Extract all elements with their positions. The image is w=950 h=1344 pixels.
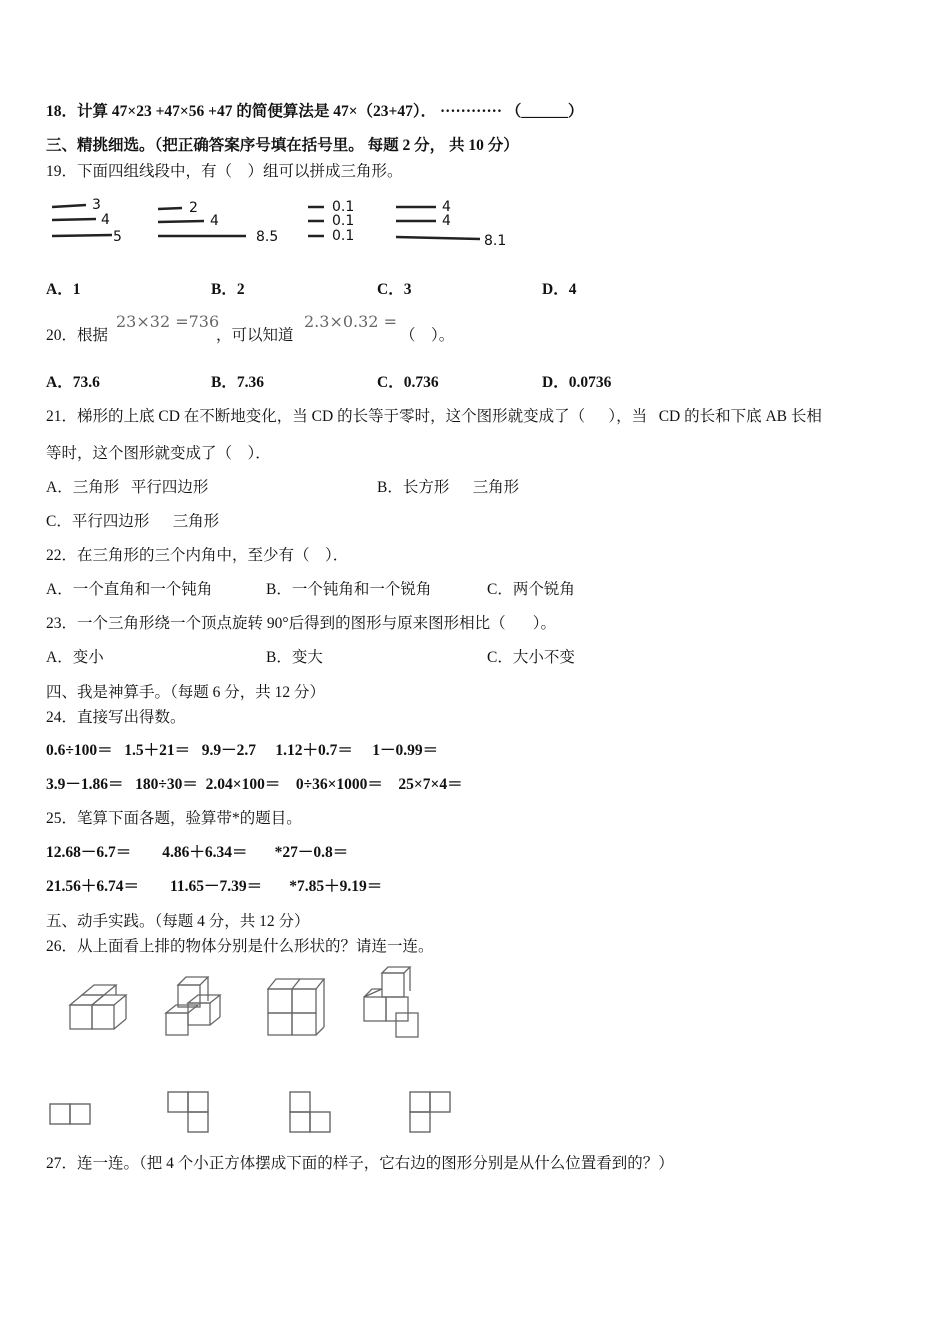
q19-stem: 19．下面四组线段中，有（ ）组可以拼成三角形。: [46, 163, 403, 180]
q22-option-c[interactable]: C．两个锐角: [487, 581, 575, 598]
group4-label-b: 4: [442, 213, 451, 229]
top-view-4: [410, 1092, 450, 1132]
q20-formula-1: 23×32 =736: [116, 312, 220, 331]
group3-label-b: 0.1: [332, 213, 355, 229]
segment-group-4: [396, 207, 480, 239]
q22-option-b[interactable]: B．一个钝角和一个锐角: [266, 581, 432, 598]
top-view-3: [290, 1092, 330, 1132]
q25-row-2: 21.56＋6.74＝ 11.65－7.39＝ *7.85＋9.19＝: [46, 878, 383, 895]
q19-option-c[interactable]: C．3: [377, 281, 412, 298]
group1-label-a: 3: [92, 197, 101, 213]
section-5-title: 五、动手实践。（每题 4 分，共 12 分）: [46, 913, 310, 930]
q20-option-c[interactable]: C．0.736: [377, 374, 439, 391]
group4-label-c: 8.1: [484, 233, 507, 249]
segment-group-2: [158, 208, 246, 236]
q21-line-1: 21．梯形的上底 CD 在不断地变化，当 CD 的长等于零时，这个图形就变成了（ ），当 CD 的长和下底 AB 长相: [46, 408, 822, 425]
q23-option-b[interactable]: B．变大: [266, 649, 323, 666]
q21-option-c[interactable]: C．平行四边形 三角形: [46, 513, 220, 530]
q19-option-b[interactable]: B．2: [211, 281, 245, 298]
q20-option-a[interactable]: A．73.6: [46, 374, 100, 391]
q18-text: 18．计算 47×23 +47×56 +47 的简便算法是 47×（23+47）． ············ （______）: [46, 103, 584, 120]
q21-line-2: 等时，这个图形就变成了（ ）．: [46, 445, 271, 462]
group1-label-b: 4: [101, 212, 110, 228]
q20-option-b[interactable]: B．7.36: [211, 374, 264, 391]
group3-label-c: 0.1: [332, 228, 355, 244]
cube-figure-3: [268, 979, 324, 1035]
top-view-2: [168, 1092, 208, 1132]
section-4-title: 四、我是神算手。（每题 6 分，共 12 分）: [46, 684, 326, 701]
cube-figure-2: [166, 977, 220, 1035]
q21-option-a[interactable]: A．三角形 平行四边形: [46, 479, 209, 496]
section-3-title: 三、精挑细选。（把正确答案序号填在括号里。 每题 2 分， 共 10 分）: [46, 137, 519, 154]
q25-row-1: 12.68－6.7＝ 4.86＋6.34＝ *27－0.8＝: [46, 844, 349, 861]
q20-formula-2: 2.3×0.32 =: [304, 312, 397, 331]
q21-option-b[interactable]: B．长方形 三角形: [377, 479, 520, 496]
q24-row-2: 3.9－1.86＝ 180÷30＝ 2.04×100＝ 0÷36×1000＝ 25×7×4＝: [46, 776, 463, 793]
group2-label-b: 4: [210, 213, 219, 229]
q26-stem: 26．从上面看上排的物体分别是什么形状的？请连一连。: [46, 938, 434, 955]
group2-label-a: 2: [189, 200, 198, 216]
cube-figure-1: [70, 985, 126, 1029]
q19-option-a[interactable]: A．1: [46, 281, 81, 298]
q20-middle: ，可以知道: [216, 327, 294, 344]
q19-segment-groups: [46, 190, 516, 252]
q22-option-a[interactable]: A．一个直角和一个钝角: [46, 581, 213, 598]
group1-label-c: 5: [113, 229, 122, 245]
top-view-1: [50, 1104, 90, 1124]
segment-group-3: [308, 207, 324, 236]
group3-label-a: 0.1: [332, 199, 355, 215]
cube-figure-4: [364, 967, 418, 1037]
q19-option-d[interactable]: D．4: [542, 281, 577, 298]
q25-stem: 25．笔算下面各题，验算带*的题目。: [46, 810, 302, 827]
q23-stem: 23．一个三角形绕一个顶点旋转 90°后得到的图形与原来图形相比（ ）。: [46, 615, 556, 632]
q23-option-c[interactable]: C．大小不变: [487, 649, 575, 666]
q22-stem: 22．在三角形的三个内角中，至少有（ ）．: [46, 547, 349, 564]
group4-label-a: 4: [442, 199, 451, 215]
q23-option-a[interactable]: A．变小: [46, 649, 104, 666]
q24-row-1: 0.6÷100＝ 1.5＋21＝ 9.9－2.7 1.12＋0.7＝ 1－0.99＝: [46, 742, 439, 759]
q20-answer-blank: （ ）。: [400, 327, 455, 344]
q26-cube-figures: [60, 965, 440, 1045]
q27-stem: 27．连一连。（把 4 个小正方体摆成下面的样子，它右边的图形分别是从什么位置看到的？）: [46, 1155, 674, 1172]
q20-prefix: 20．根据: [46, 327, 109, 344]
q26-top-views: [46, 1088, 466, 1140]
q20-option-d[interactable]: D．0.0736: [542, 374, 612, 391]
q24-stem: 24．直接写出得数。: [46, 709, 186, 726]
group2-label-c: 8.5: [256, 229, 279, 245]
